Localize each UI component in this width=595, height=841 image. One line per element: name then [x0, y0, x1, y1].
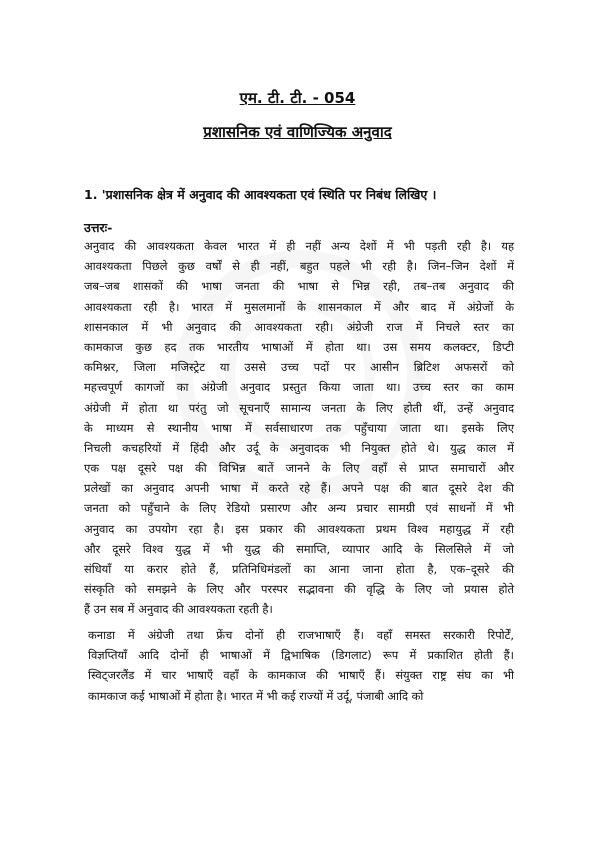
paragraph-line: कामकाज कई भाषाओं में होता है। भारत में भी कई राज्यों में उर्दू, पंजाबी आदि को	[88, 688, 424, 703]
question-text: 1. 'प्रशासनिक क्षेत्र में अनुवाद की आवश्यकता एवं स्थिति पर निबंध लिखिए ।	[84, 187, 437, 202]
paragraph-line: कनाडा में अंग्रेजी तथा फ्रेंच दोनों ही राजभाषाएँ हैं। वहाँ समस्त सरकारी रिपोर्टें,	[88, 628, 514, 642]
paragraph-line: हैं उन सब में अनुवाद की आवश्यकता रहती है।	[84, 602, 273, 617]
paragraph-line: जब–जब शासकों की भाषा जनता की भाषा से भिन्न रही, तब–तब अनुवाद की	[84, 279, 514, 294]
paragraph-line: और दूसरे विश्व युद्ध में भी युद्ध की समाप्ति, व्यापार आदि के सिलसिले में जो	[84, 541, 514, 556]
paragraph-line: जनता को पहुँचाने के लिए रेडियो प्रसारण और अन्य प्रचार सामग्री एवं साधनों में भी	[84, 501, 514, 516]
answer-paragraph-2	[88, 625, 514, 706]
paragraph-line: आवश्यकता पिछले कुछ वर्षों से ही नहीं, बहुत पहले भी रही है। जिन–जिन देशों में	[84, 259, 514, 274]
course-title: प्रशासनिक एवं वाणिज्यिक अनुवाद	[203, 123, 392, 141]
paragraph-line: के माध्यम से स्थानीय भाषा में सर्वसाधारण तक पहुँचाया जाता था। इसके लिए	[84, 420, 514, 435]
course-code: एम. टी. टी. - 054	[239, 89, 356, 107]
paragraph-line: संस्कृति को समझने के लिए और परस्पर सद्भावना की वृद्धि के लिए जो प्रयास होते	[84, 582, 514, 597]
paragraph-line: आवश्यकता रही है। भारत में मुसलमानों के शासनकाल में और बाद में अंग्रेजों के	[84, 299, 514, 314]
paragraph-line: अंग्रेजी में होता था परंतु जो सूचनाएँ सामान्य जनता के लिए होती थीं, उन्हें अनुवाद	[84, 400, 514, 415]
paragraph-line: स्विट्जरलैंड में चार भाषाएँ वहाँ के कामकाज की भाषाएँ हैं। संयुक्त राष्ट्र संघ का भी	[88, 668, 514, 683]
answer-label: उत्तरः-	[84, 220, 113, 235]
paragraph-line: निचली कचहरियों में हिंदी और उर्दू के अनुवादक भी नियुक्त होते थे। युद्ध काल में	[84, 440, 514, 455]
paragraph-line: अनुवाद का उपयोग रहा है। इस प्रकार की आवश्यकता प्रथम विश्व महायुद्ध में रही	[84, 521, 514, 536]
paragraph-line: कमिश्नर, जिला मजिस्ट्रेट या उससे उच्च पदों पर आसीन ब्रिटिश अफसरों को	[84, 360, 514, 375]
paragraph-line: अनुवाद की आवश्यकता केवल भारत में ही नहीं अन्य देशों में भी पड़ती रही है। यह	[84, 239, 514, 253]
paragraph-line: प्रलेखों का अनुवाद अपनी भाषा में करते रहे हैं। अपने पक्ष की बात दूसरे देश की	[84, 481, 514, 496]
paragraph-line: संधियाँ या करार होते हैं, प्रतिनिधिमंडलों का आना जाना होता है, एक–दूसरे की	[84, 562, 514, 576]
paragraph-line: कामकाज कुछ हद तक भारतीय भाषाओं में होता था। उस समय कलक्टर, डिप्टी	[84, 339, 514, 354]
paragraph-line: एक पक्ष दूसरे पक्ष की विभिन्न बातें जानने के लिए वहाँ से प्राप्त समाचारों और	[84, 461, 514, 476]
paragraph-line: विज्ञप्तियाँ आदि दोनों ही भाषाओं में द्विभाषिक (डिगलाट) रूप में प्रकाशित होती हैं।	[88, 648, 514, 663]
paragraph-line: महत्त्वपूर्ण कागजों का अंग्रेजी अनुवाद प्रस्तुत किया जाता था। उच्च स्तर का काम	[84, 380, 514, 395]
answer-paragraph-1	[84, 236, 514, 620]
paragraph-line: शासनकाल में भी अनुवाद की आवश्यकता रही। अंग्रेजी राज में निचले स्तर का	[84, 319, 514, 334]
